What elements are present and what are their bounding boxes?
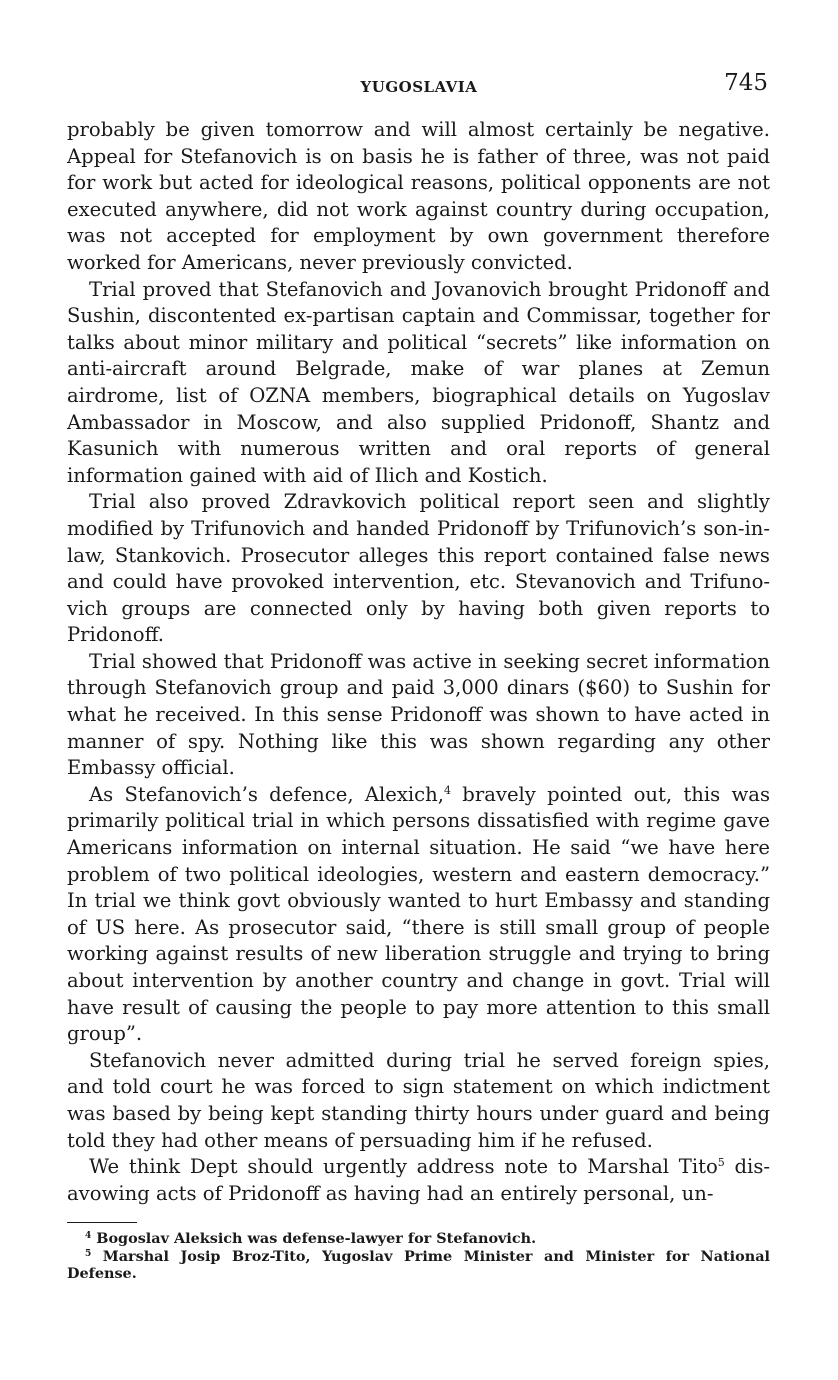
footnote: [67, 1248, 770, 1283]
paragraph: [67, 782, 770, 1048]
footnote-reference: 5: [717, 1156, 725, 1170]
page-number: 745: [724, 70, 768, 96]
footnotes: [67, 1230, 770, 1283]
footnote-marker: 5: [85, 1248, 92, 1259]
footnote-marker: 4: [85, 1231, 92, 1241]
paragraph-text: As Stefanovich’s defence, Alexich,: [89, 782, 445, 806]
paragraph-text: disavowing acts of Pridonoff as having had an entirely personal, un-: [67, 1155, 770, 1205]
paragraph-text: bravely pointed out, this was primarily political trial in which persons dissatisfied with regime gave Americans information on internal situation. He said “we have here problem of two political ideologies, western and eastern democracy.” In trial we think govt obviously wanted to hurt Embassy and standing of US here. As prosecutor said, “there is still small group of people working against results of new liberation struggle and trying to bring about intervention by another country and change in govt. Trial will have result of causing the people to pay more attention to this small group”.: [67, 782, 771, 1046]
footnote-text: Marshal Josip Broz-Tito, Yugoslav Prime Minister and Minister for National Defense.: [67, 1247, 770, 1282]
page-header-title: YUGOSLAVIA: [360, 78, 478, 96]
footnote-text: Bogoslav Aleksich was defense-lawyer for Stefanovich.: [91, 1230, 537, 1247]
paragraph: Trial also proved Zdravkovich political report seen and slightly modified by Trifunovich and handed Pridonoff by Trifunovich’s son-in-law, Stankovich. Prosecutor alleges this report contained false news and could have provoked intervention, etc. Stevanovich and Trifunovich groups are connected only by having both given reports to Pridonoff.: [67, 490, 770, 647]
paragraph: Stefanovich never admitted during trial he served foreign spies, and told court he was forced to sign statement on which indictment was based by being kept standing thirty hours under guard and being told they had other means of persuading him if he refused.: [67, 1048, 770, 1152]
running-head: [0, 70, 838, 106]
paragraph-text: We think Dept should urgently address note to Marshal Tito: [89, 1155, 718, 1179]
paragraph: probably be given tomorrow and will almost certainly be negative. Appeal for Stefanovich is on basis he is father of three, was not paid for work but acted for ideological reasons, political opponents are not executed anywhere, did not work against country during occupation, was not accepted for employment by own government therefore worked for Americans, never previously convicted.: [67, 118, 770, 274]
footnote-divider: [67, 1222, 137, 1223]
paragraph: Trial showed that Pridonoff was active in seeking secret information through Stefanovich group and paid 3,000 dinars ($60) to Sushin for what he received. In this sense Pridonoff was shown to have acted in manner of spy. Nothing like this was shown regarding any other Embassy official.: [67, 649, 770, 780]
footnote: [67, 1230, 770, 1248]
paragraph: Trial proved that Stefanovich and Jovanovich brought Pridonoff and Sushin, discontented ex-partisan captain and Commissar, together for talks about minor military and political “secrets” like information on anti-aircraft around Belgrade, make of war planes at Zemun airdrome, list of OZNA members, biographical details on Yugoslav Ambassador in Moscow, and also supplied Pridonoff, Shantz and Kasunich with numerous written and oral reports of general information gained with aid of Ilich and Kostich.: [67, 277, 770, 487]
paragraph: [67, 1154, 770, 1207]
body-text: [67, 117, 770, 1207]
footnote-reference: 4: [444, 783, 452, 797]
